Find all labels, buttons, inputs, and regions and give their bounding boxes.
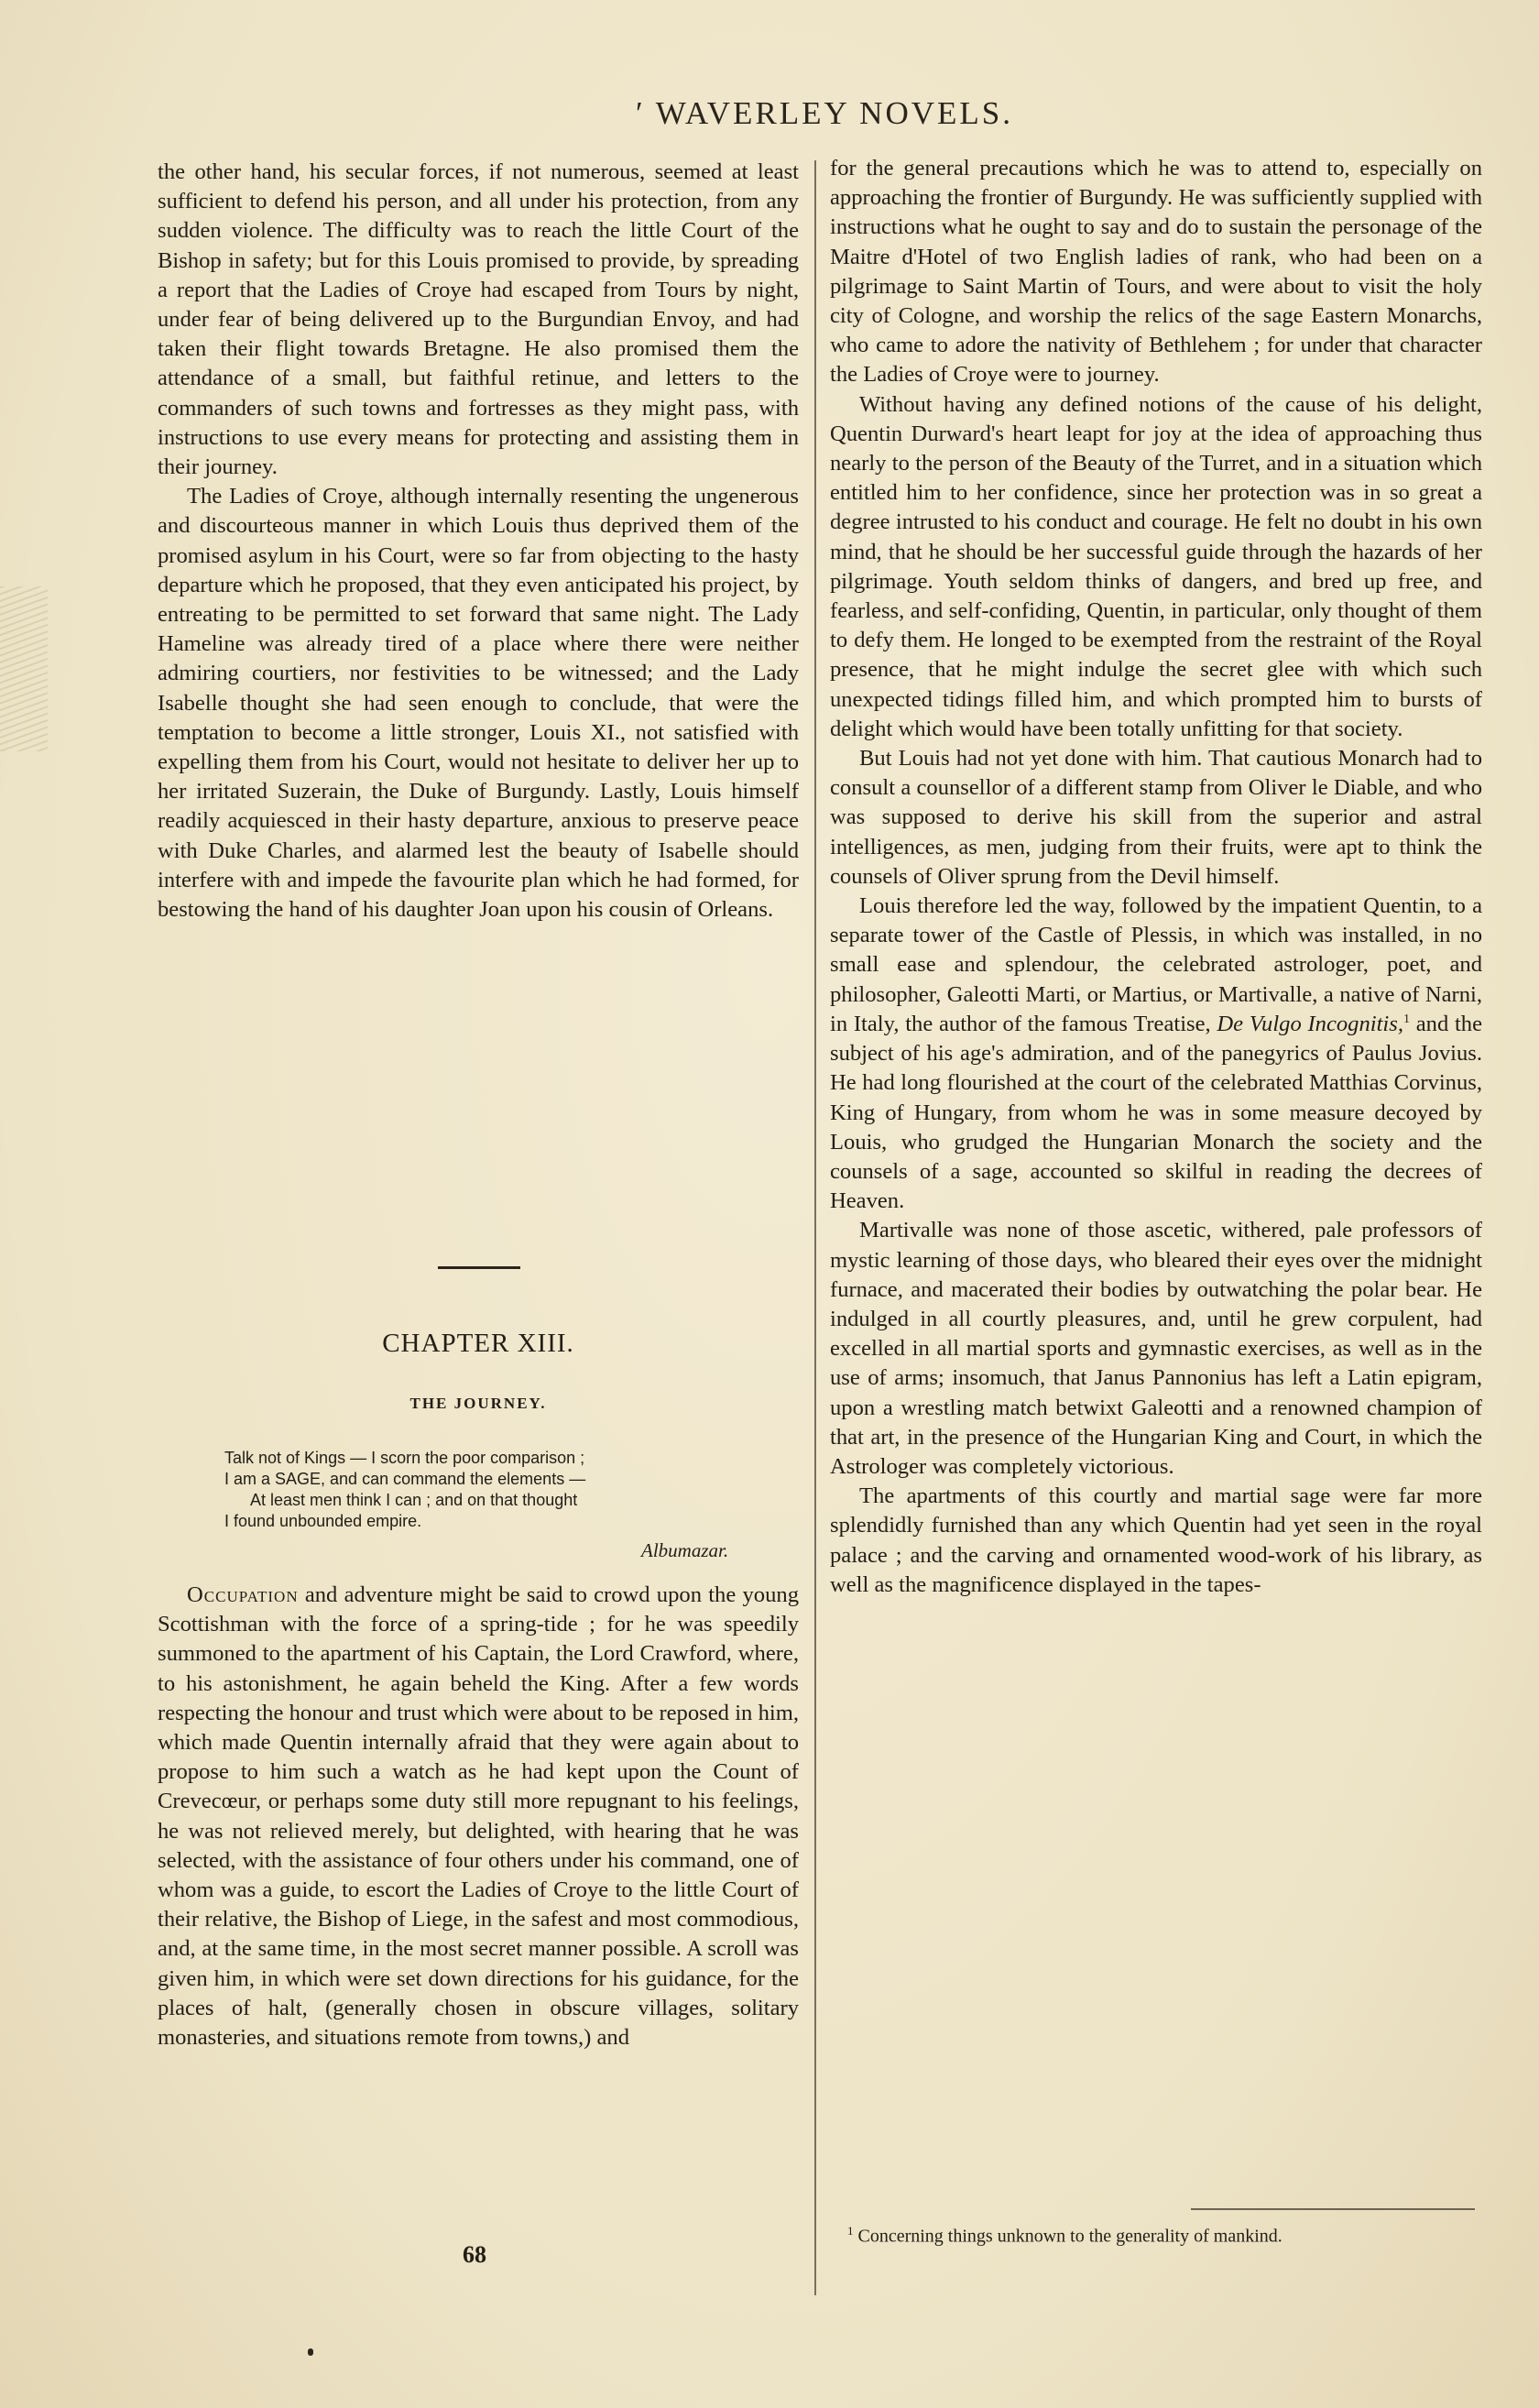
page-number: 68 — [463, 2241, 486, 2268]
ink-speck — [308, 2348, 313, 2356]
running-title: ′ WAVERLEY NOVELS. — [636, 95, 1013, 131]
treatise-title: De Vulgo Incognitis, — [1217, 1011, 1403, 1036]
footnote-text: Concerning things unknown to the generality of mankind. — [857, 2226, 1282, 2247]
epigraph-line: At least men think I can ; and on that thought — [250, 1491, 578, 1509]
paragraph: The apartments of this courtly and martial sage were far more splendidly furnished than any which Quentin had yet seen in the royal palace ; and the carving and ornamented wood-work of his library, as well as the magnificence displayed in the tapes- — [830, 1483, 1482, 1597]
epigraph-line: Talk not of Kings — I scorn the poor comparison ; — [224, 1449, 585, 1467]
chapter-divider-rule — [438, 1266, 520, 1269]
paragraph — [830, 892, 1482, 1216]
opening-text: and adventure might be said to crowd upon the young Scottishman with the force of a spring-tide ; for he was speedily summoned to the apartment of his Captain, the Lord Crawford, where, to his astonishment, he again beheld the King. After a few words respecting the honour and trust which were about to be reposed in him, which made Quentin internally afraid that they were again about to propose to him such a watch as he had kept upon the Count of Crevecœur, or perhaps some duty still more repugnant to his feelings, he was not relieved merely, but delighted, with hearing that he was selected, with the assistance of four others under his command, one of whom was a guide, to escort the Ladies of Croye to the little Court of their relative, the Bishop of Liege, in the safest and most commodious, and, at the same time, in the most secret manner possible. A scroll was given him, in which were set down directions for his guidance, for the places of halt, (generally chosen in obscure villages, solitary monasteries, and situations remote from towns,) and — [158, 1582, 799, 2051]
paragraph: for the general precautions which he was to attend to, especially on approaching the frontier of Burgundy. He was sufficiently supplied with instructions what he ought to say and do to sustain the personage of the Maitre d'Hotel of two English ladies of rank, who had been on a pilgrimage to Saint Martin of Tours, and were about to visit the holy city of Cologne, and worship the relics of the sage Eastern Monarchs, who came to adore the nativity of Bethlehem ; for under that character the Ladies of Croye were to journey. — [830, 156, 1482, 388]
footnote-reference: 1 — [1403, 1012, 1410, 1026]
chapter-opening — [158, 1581, 799, 2052]
footnote-rule — [1191, 2208, 1475, 2210]
text-run: and the subject of his age's admiration, and of the panegyrics of Paulus Jovius. He had long flourished at the court of the celebrated Matthias Corvinus, King of Hungary, from whom he was in some measure decoyed by Louis, who grudged the Hungarian Monarch the society and the counsels of a sage, accounted so skilful in reading the decrees of Heaven. — [830, 1011, 1483, 1214]
paragraph — [158, 1581, 799, 2052]
paragraph: the other hand, his secular forces, if not numerous, seemed at least sufficient to defend his person, and all under his protection, from any sudden violence. The difficulty was to reach the little Court of the Bishop in safety; but for this Louis promised to provide, by spreading a report that the Ladies of Croye had escaped from Tours by night, under fear of being delivered up to the Burgundian Envoy, and had taken their flight towards Bretagne. He also promised them the attendance of a small, but faithful retinue, and letters to the commanders of such towns and fortresses as they might pass, with instructions to use every means for protecting and assisting them in their journey. — [158, 159, 799, 480]
paragraph: The Ladies of Croye, although internally resenting the ungenerous and discourteous manner in which Louis thus deprived them of the promised asylum in his Court, were so far from objecting to the hasty departure which he proposed, that they even anticipated his project, by entreating to be permitted to set forward that same night. The Lady Hameline was already tired of a place where there were neither admiring courtiers, nor festivities to be witnessed; and the Lady Isabelle thought she had seen enough to conclude, that were the temptation to become a little stronger, Louis XI., not satisfied with expelling them from his Court, would not hesitate to deliver her up to her irritated Suzerain, the Duke of Burgundy. Lastly, Louis himself readily acquiesced in their hasty departure, anxious to preserve peace with Duke Charles, and alarmed lest the beauty of Isabelle should interfere with and impede the favourite plan which he had formed, for bestowing the hand of his daughter Joan upon his cousin of Orleans. — [158, 484, 799, 923]
paragraph: But Louis had not yet done with him. That cautious Monarch had to consult a counsellor of a different stamp from Oliver le Diable, and who was supposed to derive his skill from the superior and astral intelligences, as men, judging from their fruits, were apt to think the counsels of Oliver sprung from the Devil himself. — [830, 746, 1482, 889]
epigraph — [224, 1448, 774, 1532]
chapter-subtitle: THE JOURNEY. — [409, 1395, 547, 1412]
right-column — [830, 154, 1482, 1600]
epigraph-line: I am a SAGE, and can command the elements — — [224, 1470, 586, 1488]
footnote-marker: 1 — [847, 2224, 854, 2238]
column-divider — [814, 160, 816, 2295]
opening-word: Occupation — [187, 1582, 299, 1607]
paragraph: Without having any defined notions of the cause of his delight, Quentin Durward's heart leapt for joy at the idea of approaching thus nearly to the person of the Beauty of the Turret, and in a situation which entitled him to her confidence, since her protection was in so great a degree intrusted to his conduct and courage. He felt no doubt in his own mind, that he should be her successful guide through the hazards of her pilgrimage. Youth seldom thinks of dangers, and bred up free, and fearless, and self-confiding, Quentin, in particular, only thought of them to defy them. He longed to be exempted from the restraint of the Royal presence, that he might indulge the secret glee with which such unexpected tidings filled him, and which prompted him to bursts of delight which would have been totally unfitting for that society. — [830, 391, 1482, 741]
epigraph-line: I found unbounded empire. — [224, 1512, 422, 1530]
paragraph: Martivalle was none of those ascetic, withered, pale professors of mystic learning of those days, who bleared their eyes over the midnight furnace, and macerated their bodies by outwatching the polar bear. He indulged in all courtly pleasures, and, until he grew corpulent, had excelled in all martial sports and gymnastic exercises, as well as in the use of arms; insomuch, that Janus Pannonius has left a Latin epigram, upon a wrestling match betwixt Galeotti and a renowned champion of that art, in the presence of the Hungarian King and Court, in which the Astrologer was completely victorious. — [830, 1218, 1482, 1479]
left-column — [158, 158, 799, 925]
footnote — [847, 2219, 1489, 2249]
margin-foxing — [0, 586, 48, 751]
text-run: Louis therefore led the way, followed by the impatient Quentin, to a separate tower of the Castle of Plessis, in which was installed, in no small ease and splendour, the celebrated astrologer, poet, and philosopher, Galeotti Marti, or Martius, or Martivalle, a native of Narni, in Italy, the author of the famous Treatise, — [830, 893, 1482, 1036]
chapter-title: CHAPTER XIII. — [382, 1329, 574, 1358]
epigraph-attribution: Albumazar. — [641, 1539, 729, 1561]
